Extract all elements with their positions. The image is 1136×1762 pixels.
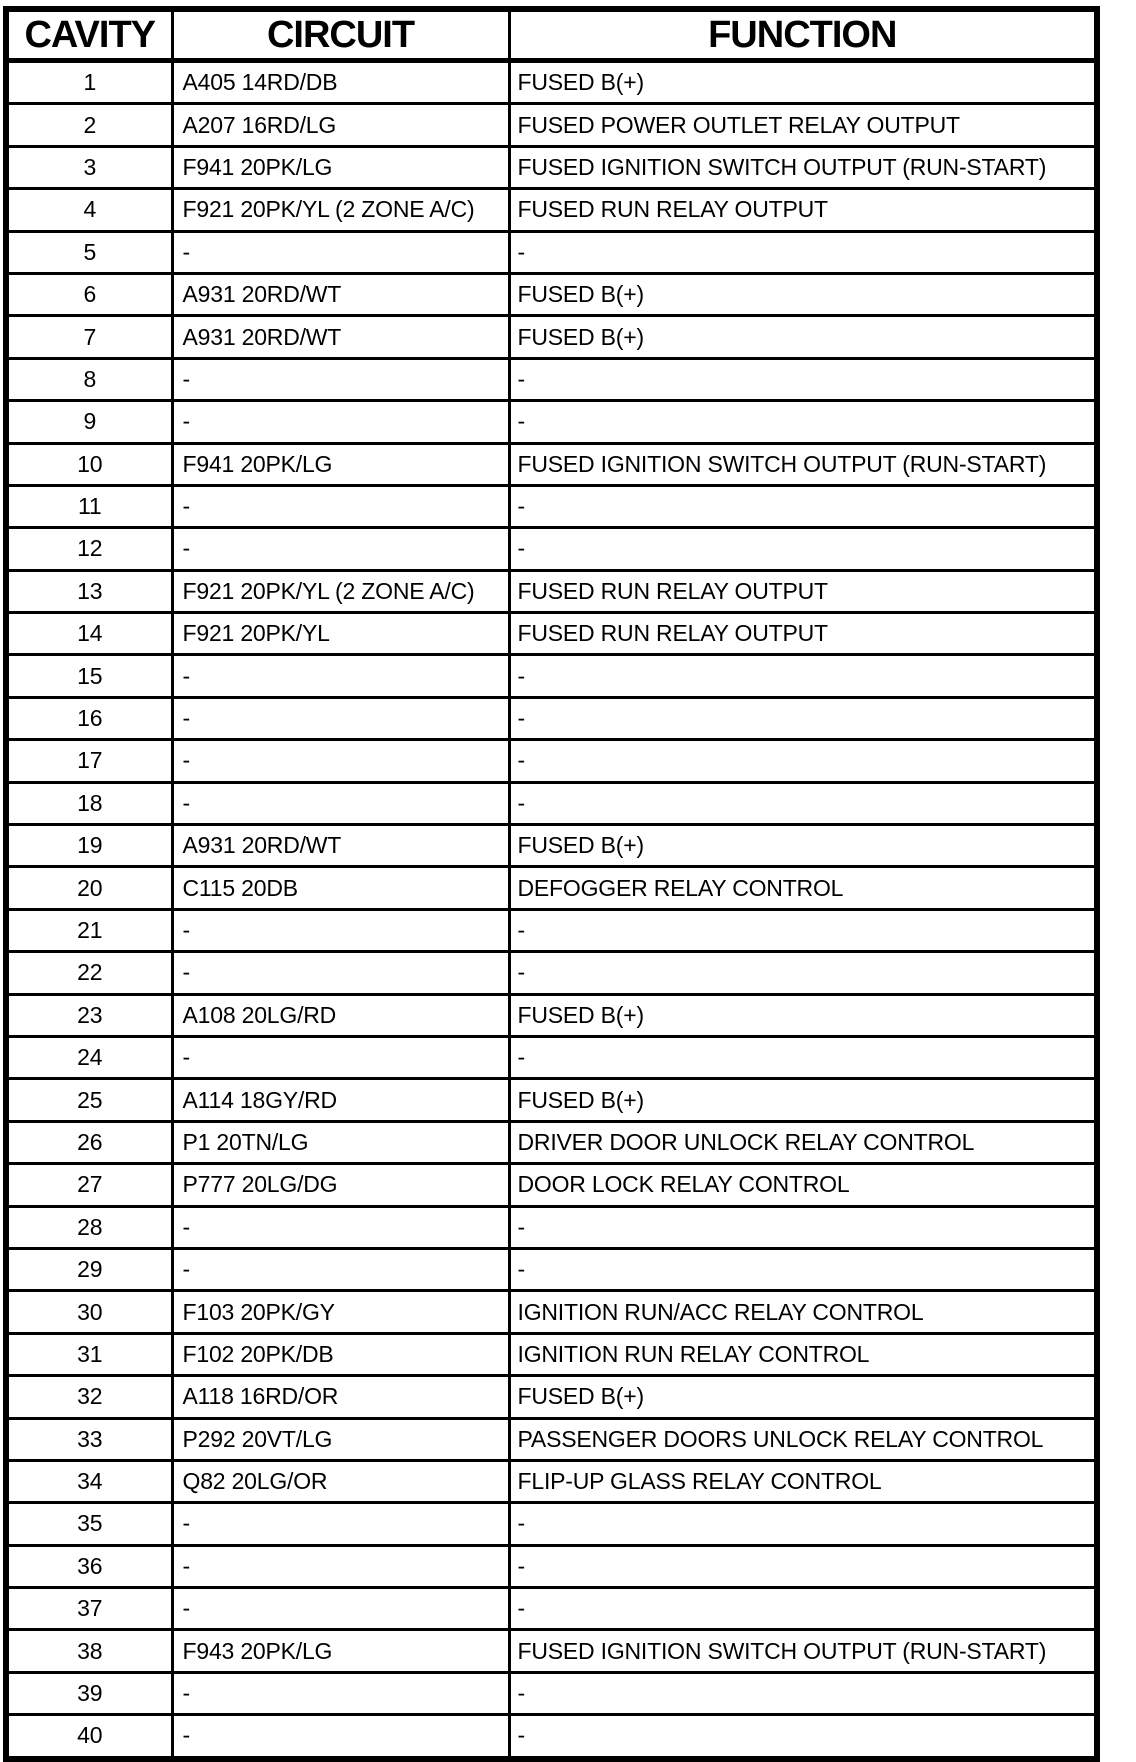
- table-row: [6, 952, 1097, 994]
- circuit-cell: -: [172, 740, 509, 782]
- function-cell: FUSED IGNITION SWITCH OUTPUT (RUN-START): [509, 443, 1097, 485]
- function-cell: -: [509, 358, 1097, 400]
- table-row: [6, 316, 1097, 358]
- cavity-cell: 21: [6, 909, 172, 951]
- circuit-cell: -: [172, 485, 509, 527]
- table-row: [6, 1164, 1097, 1206]
- cavity-cell: 35: [6, 1503, 172, 1545]
- function-cell: FLIP-UP GLASS RELAY CONTROL: [509, 1460, 1097, 1502]
- cavity-cell: 18: [6, 782, 172, 824]
- function-cell: -: [509, 909, 1097, 951]
- function-cell: FUSED B(+): [509, 1376, 1097, 1418]
- function-cell: FUSED B(+): [509, 994, 1097, 1036]
- circuit-cell: -: [172, 909, 509, 951]
- circuit-cell: -: [172, 1036, 509, 1078]
- cavity-cell: 7: [6, 316, 172, 358]
- function-cell: -: [509, 1545, 1097, 1587]
- circuit-cell: -: [172, 1206, 509, 1248]
- cavity-cell: 25: [6, 1079, 172, 1121]
- function-cell: FUSED RUN RELAY OUTPUT: [509, 189, 1097, 231]
- function-cell: FUSED B(+): [509, 825, 1097, 867]
- table-row: [6, 655, 1097, 697]
- cavity-cell: 10: [6, 443, 172, 485]
- table-row: [6, 189, 1097, 231]
- table-row: [6, 1672, 1097, 1714]
- cavity-cell: 11: [6, 485, 172, 527]
- circuit-cell: A931 20RD/WT: [172, 825, 509, 867]
- function-cell: -: [509, 1206, 1097, 1248]
- cavity-cell: 37: [6, 1588, 172, 1630]
- cavity-cell: 29: [6, 1248, 172, 1290]
- circuit-cell: F921 20PK/YL (2 ZONE A/C): [172, 570, 509, 612]
- table-row: [6, 358, 1097, 400]
- function-cell: -: [509, 1588, 1097, 1630]
- function-cell: FUSED B(+): [509, 61, 1097, 104]
- function-cell: -: [509, 485, 1097, 527]
- table-row: [6, 1248, 1097, 1290]
- function-cell: IGNITION RUN RELAY CONTROL: [509, 1333, 1097, 1375]
- function-cell: FUSED POWER OUTLET RELAY OUTPUT: [509, 104, 1097, 146]
- table-row: [6, 61, 1097, 104]
- cavity-cell: 3: [6, 146, 172, 188]
- circuit-cell: P1 20TN/LG: [172, 1121, 509, 1163]
- circuit-cell: -: [172, 782, 509, 824]
- table-row: [6, 782, 1097, 824]
- function-cell: DEFOGGER RELAY CONTROL: [509, 867, 1097, 909]
- function-cell: DRIVER DOOR UNLOCK RELAY CONTROL: [509, 1121, 1097, 1163]
- cavity-cell: 30: [6, 1291, 172, 1333]
- function-cell: FUSED B(+): [509, 1079, 1097, 1121]
- cavity-cell: 8: [6, 358, 172, 400]
- cavity-cell: 36: [6, 1545, 172, 1587]
- cavity-cell: 2: [6, 104, 172, 146]
- cavity-cell: 34: [6, 1460, 172, 1502]
- table-row: [6, 1545, 1097, 1587]
- function-cell: IGNITION RUN/ACC RELAY CONTROL: [509, 1291, 1097, 1333]
- circuit-cell: F921 20PK/YL (2 ZONE A/C): [172, 189, 509, 231]
- table-row: [6, 1333, 1097, 1375]
- cavity-cell: 12: [6, 528, 172, 570]
- cavity-cell: 31: [6, 1333, 172, 1375]
- cavity-cell: 40: [6, 1715, 172, 1759]
- cavity-cell: 38: [6, 1630, 172, 1672]
- circuit-cell: P292 20VT/LG: [172, 1418, 509, 1460]
- circuit-cell: F941 20PK/LG: [172, 443, 509, 485]
- table-row: [6, 740, 1097, 782]
- cavity-cell: 32: [6, 1376, 172, 1418]
- circuit-cell: A118 16RD/OR: [172, 1376, 509, 1418]
- table-row: [6, 1036, 1097, 1078]
- cavity-cell: 4: [6, 189, 172, 231]
- table-row: [6, 528, 1097, 570]
- circuit-cell: A114 18GY/RD: [172, 1079, 509, 1121]
- cavity-cell: 5: [6, 231, 172, 273]
- function-cell: -: [509, 1715, 1097, 1759]
- circuit-cell: A405 14RD/DB: [172, 61, 509, 104]
- function-cell: FUSED B(+): [509, 316, 1097, 358]
- circuit-cell: C115 20DB: [172, 867, 509, 909]
- cavity-cell: 20: [6, 867, 172, 909]
- function-cell: FUSED RUN RELAY OUTPUT: [509, 613, 1097, 655]
- function-cell: -: [509, 231, 1097, 273]
- cavity-cell: 27: [6, 1164, 172, 1206]
- cavity-cell: 9: [6, 401, 172, 443]
- function-cell: -: [509, 1672, 1097, 1714]
- table-row: [6, 994, 1097, 1036]
- circuit-cell: A207 16RD/LG: [172, 104, 509, 146]
- table-header: [6, 9, 1097, 61]
- function-cell: PASSENGER DOORS UNLOCK RELAY CONTROL: [509, 1418, 1097, 1460]
- function-cell: -: [509, 401, 1097, 443]
- header-row: [6, 9, 1097, 61]
- table-row: [6, 1376, 1097, 1418]
- table-row: [6, 1121, 1097, 1163]
- circuit-cell: P777 20LG/DG: [172, 1164, 509, 1206]
- circuit-cell: -: [172, 358, 509, 400]
- table-row: [6, 1715, 1097, 1759]
- cavity-cell: 15: [6, 655, 172, 697]
- circuit-cell: F943 20PK/LG: [172, 1630, 509, 1672]
- table-row: [6, 146, 1097, 188]
- table-row: [6, 697, 1097, 739]
- function-cell: -: [509, 655, 1097, 697]
- cavity-cell: 22: [6, 952, 172, 994]
- cavity-cell: 13: [6, 570, 172, 612]
- table-row: [6, 443, 1097, 485]
- function-cell: -: [509, 1248, 1097, 1290]
- function-cell: DOOR LOCK RELAY CONTROL: [509, 1164, 1097, 1206]
- cavity-cell: 39: [6, 1672, 172, 1714]
- table-row: [6, 570, 1097, 612]
- function-cell: -: [509, 528, 1097, 570]
- table-row: [6, 485, 1097, 527]
- table-body: [6, 61, 1097, 1759]
- table-row: [6, 273, 1097, 315]
- table-row: [6, 1418, 1097, 1460]
- function-cell: -: [509, 1036, 1097, 1078]
- cavity-cell: 33: [6, 1418, 172, 1460]
- cavity-cell: 16: [6, 697, 172, 739]
- cavity-cell: 17: [6, 740, 172, 782]
- table-row: [6, 867, 1097, 909]
- circuit-cell: A931 20RD/WT: [172, 273, 509, 315]
- table-row: [6, 909, 1097, 951]
- cavity-cell: 1: [6, 61, 172, 104]
- circuit-cell: F941 20PK/LG: [172, 146, 509, 188]
- circuit-cell: -: [172, 697, 509, 739]
- table-row: [6, 401, 1097, 443]
- table-row: [6, 231, 1097, 273]
- function-cell: FUSED RUN RELAY OUTPUT: [509, 570, 1097, 612]
- cavity-cell: 28: [6, 1206, 172, 1248]
- table-row: [6, 1503, 1097, 1545]
- connector-pinout-table: [3, 6, 1100, 1762]
- circuit-cell: A931 20RD/WT: [172, 316, 509, 358]
- cavity-cell: 19: [6, 825, 172, 867]
- circuit-cell: F102 20PK/DB: [172, 1333, 509, 1375]
- cavity-cell: 6: [6, 273, 172, 315]
- circuit-cell: -: [172, 1545, 509, 1587]
- cavity-cell: 14: [6, 613, 172, 655]
- function-cell: FUSED IGNITION SWITCH OUTPUT (RUN-START): [509, 1630, 1097, 1672]
- table-row: [6, 1206, 1097, 1248]
- circuit-cell: -: [172, 1248, 509, 1290]
- function-cell: -: [509, 740, 1097, 782]
- circuit-cell: F103 20PK/GY: [172, 1291, 509, 1333]
- circuit-cell: -: [172, 1503, 509, 1545]
- circuit-cell: -: [172, 528, 509, 570]
- table-row: [6, 1460, 1097, 1502]
- circuit-cell: -: [172, 952, 509, 994]
- function-cell: -: [509, 952, 1097, 994]
- circuit-cell: F921 20PK/YL: [172, 613, 509, 655]
- table-row: [6, 613, 1097, 655]
- circuit-cell: -: [172, 655, 509, 697]
- circuit-cell: -: [172, 1672, 509, 1714]
- column-header-circuit: CIRCUIT: [172, 9, 509, 61]
- table-row: [6, 1588, 1097, 1630]
- cavity-cell: 23: [6, 994, 172, 1036]
- circuit-cell: -: [172, 1588, 509, 1630]
- table-row: [6, 1291, 1097, 1333]
- function-cell: FUSED IGNITION SWITCH OUTPUT (RUN-START): [509, 146, 1097, 188]
- cavity-cell: 24: [6, 1036, 172, 1078]
- function-cell: FUSED B(+): [509, 273, 1097, 315]
- table-row: [6, 825, 1097, 867]
- circuit-cell: -: [172, 1715, 509, 1759]
- circuit-cell: A108 20LG/RD: [172, 994, 509, 1036]
- column-header-function: FUNCTION: [509, 9, 1097, 61]
- table-row: [6, 104, 1097, 146]
- function-cell: -: [509, 782, 1097, 824]
- column-header-cavity: CAVITY: [6, 9, 172, 61]
- table-row: [6, 1079, 1097, 1121]
- cavity-cell: 26: [6, 1121, 172, 1163]
- function-cell: -: [509, 697, 1097, 739]
- circuit-cell: Q82 20LG/OR: [172, 1460, 509, 1502]
- circuit-cell: -: [172, 401, 509, 443]
- table-row: [6, 1630, 1097, 1672]
- circuit-cell: -: [172, 231, 509, 273]
- function-cell: -: [509, 1503, 1097, 1545]
